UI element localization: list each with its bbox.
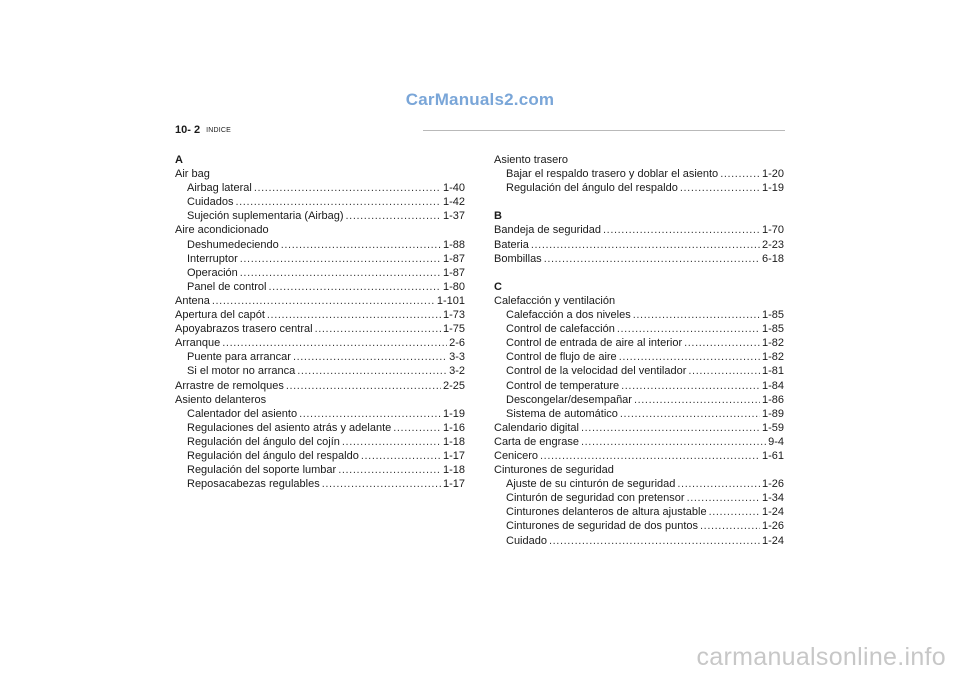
entry-page: 1-73 <box>442 309 465 322</box>
entry-label: Bandeja de seguridad <box>494 224 602 237</box>
index-entry <box>175 181 465 195</box>
watermark-bottom[interactable]: carmanualsonline.info <box>696 643 946 671</box>
dot-leader <box>254 181 441 195</box>
page-number: 10- 2 <box>175 124 201 136</box>
index-heading: Asiento trasero <box>494 154 568 166</box>
index-entry <box>494 477 784 491</box>
entry-label: Apoyabrazos trasero central <box>175 323 313 336</box>
index-entry <box>494 252 784 266</box>
index-entry <box>494 181 784 195</box>
dot-leader <box>338 463 441 477</box>
dot-leader <box>634 393 760 407</box>
entry-label: Bombillas <box>494 252 542 265</box>
dot-leader <box>687 491 760 505</box>
dot-leader <box>544 252 760 266</box>
entry-page: 1-75 <box>442 323 465 336</box>
entry-page: 1-88 <box>442 238 465 251</box>
dot-leader <box>269 280 441 294</box>
dot-leader <box>222 336 447 350</box>
entry-label: Regulación del ángulo del respaldo <box>506 182 678 195</box>
entry-page: 1-16 <box>442 421 465 434</box>
index-entry <box>175 364 465 378</box>
entry-page: 9-4 <box>768 435 784 448</box>
dot-leader <box>212 294 435 308</box>
index-entry <box>494 519 784 533</box>
index-entry <box>494 435 784 449</box>
dot-leader <box>293 350 447 364</box>
dot-leader <box>342 435 441 449</box>
entry-label: Control de flujo de aire <box>506 351 617 364</box>
index-entry <box>175 195 465 209</box>
entry-page: 1-26 <box>761 478 784 491</box>
entry-label: Deshumedeciendo <box>187 238 279 251</box>
entry-label: Cinturón de seguridad con pretensor <box>506 492 685 505</box>
entry-page: 3-3 <box>449 351 465 364</box>
entry-page: 1-40 <box>442 182 465 195</box>
entry-page: 1-20 <box>761 168 784 181</box>
index-entry <box>494 336 784 350</box>
index-entry <box>494 379 784 393</box>
entry-label: Regulación del ángulo del cojín <box>187 435 340 448</box>
entry-page: 1-24 <box>761 506 784 519</box>
entry-label: Arrastre de remolques <box>175 379 284 392</box>
entry-page: 1-26 <box>761 520 784 533</box>
index-entry <box>175 308 465 322</box>
dot-leader <box>709 505 760 519</box>
index-letter: B <box>494 210 502 223</box>
index-entry <box>494 350 784 364</box>
entry-label: Apertura del capót <box>175 309 265 322</box>
dot-leader <box>281 238 441 252</box>
entry-page: 1-80 <box>442 280 465 293</box>
entry-label: Interruptor <box>187 252 238 265</box>
index-letter: A <box>175 154 183 166</box>
entry-page: 1-42 <box>442 196 465 209</box>
index-entry <box>175 238 465 252</box>
dot-leader <box>240 252 441 266</box>
entry-label: Control de la velocidad del ventilador <box>506 365 687 378</box>
index-letter: C <box>494 280 502 293</box>
dot-leader <box>700 519 760 533</box>
page-header <box>175 123 785 137</box>
entry-page: 1-82 <box>761 351 784 364</box>
entry-label: Control de temperature <box>506 379 620 392</box>
index-entry <box>175 435 465 449</box>
entry-label: Bateria <box>494 238 529 251</box>
entry-label: Cinturones de seguridad de dos puntos <box>506 520 699 533</box>
index-heading: Calefacción y ventilación <box>494 294 616 307</box>
dot-leader <box>235 195 440 209</box>
index-heading: Aire acondicionado <box>175 224 269 237</box>
dot-leader <box>540 449 760 463</box>
entry-page: 1-34 <box>761 492 784 505</box>
entry-label: Antena <box>175 294 210 307</box>
index-entry <box>494 223 784 237</box>
entry-page: 1-70 <box>761 224 784 237</box>
index-entry <box>175 280 465 294</box>
entry-label: Reposacabezas regulables <box>187 478 320 491</box>
dot-leader <box>549 534 760 548</box>
dot-leader <box>603 223 760 237</box>
entry-label: Sistema de automático <box>506 407 618 420</box>
dot-leader <box>680 181 760 195</box>
entry-label: Calefacción a dos niveles <box>506 309 631 322</box>
entry-page: 1-87 <box>442 266 465 279</box>
index-column-right <box>494 153 784 548</box>
index-entry <box>175 421 465 435</box>
dot-leader <box>531 238 760 252</box>
entry-page: 2-6 <box>449 337 465 350</box>
index-entry <box>175 266 465 280</box>
entry-page: 1-17 <box>442 449 465 462</box>
dot-leader <box>633 308 760 322</box>
dot-leader <box>677 477 760 491</box>
index-heading: Cinturones de seguridad <box>494 464 614 477</box>
index-heading: Air bag <box>175 168 210 181</box>
entry-page: 6-18 <box>761 252 784 265</box>
watermark-top[interactable]: CarManuals2.com <box>405 90 555 109</box>
index-entry <box>494 167 784 181</box>
entry-page: 1-81 <box>761 365 784 378</box>
entry-label: Regulación del soporte lumbar <box>187 464 337 477</box>
entry-label: Regulaciones del asiento atrás y adelante <box>187 421 392 434</box>
entry-label: Arranque <box>175 337 221 350</box>
entry-label: Puente para arrancar <box>187 351 291 364</box>
index-entry <box>175 209 465 223</box>
index-entry <box>494 407 784 421</box>
entry-label: Cenicero <box>494 449 539 462</box>
index-entry <box>175 252 465 266</box>
dot-leader <box>720 167 760 181</box>
index-entry <box>494 491 784 505</box>
entry-page: 3-2 <box>449 365 465 378</box>
index-entry <box>494 449 784 463</box>
entry-page: 1-82 <box>761 337 784 350</box>
entry-label: Regulación del ángulo del respaldo <box>187 449 359 462</box>
entry-label: Sujeción suplementaria (Airbag) <box>187 210 344 223</box>
dot-leader <box>393 421 441 435</box>
entry-page: 1-84 <box>761 379 784 392</box>
spacer <box>494 195 784 209</box>
index-entry <box>175 379 465 393</box>
index-entry <box>175 322 465 336</box>
dot-leader <box>620 407 760 421</box>
index-entry <box>175 463 465 477</box>
dot-leader <box>297 364 447 378</box>
dot-leader <box>581 435 766 449</box>
dot-leader <box>361 449 441 463</box>
dot-leader <box>286 379 441 393</box>
entry-page: 1-24 <box>761 534 784 547</box>
dot-leader <box>315 322 441 336</box>
entry-page: 1-18 <box>442 435 465 448</box>
entry-label: Calendario digital <box>494 421 579 434</box>
entry-page: 1-86 <box>761 393 784 406</box>
dot-leader <box>267 308 441 322</box>
entry-page: 1-89 <box>761 407 784 420</box>
entry-page: 1-87 <box>442 252 465 265</box>
index-entry <box>175 407 465 421</box>
entry-page: 1-37 <box>442 210 465 223</box>
index-entry <box>494 534 784 548</box>
dot-leader <box>299 407 441 421</box>
entry-page: 2-23 <box>761 238 784 251</box>
entry-page: 1-59 <box>761 421 784 434</box>
entry-label: Cinturones delanteros de altura ajustable <box>506 506 707 519</box>
index-entry <box>494 308 784 322</box>
dot-leader <box>581 421 760 435</box>
entry-label: Panel de control <box>187 280 267 293</box>
index-entry <box>175 449 465 463</box>
header-rule <box>423 130 785 131</box>
entry-page: 1-85 <box>761 323 784 336</box>
entry-page: 1-19 <box>442 407 465 420</box>
entry-label: Cuidado <box>506 534 547 547</box>
index-entry <box>494 238 784 252</box>
dot-leader <box>619 350 760 364</box>
dot-leader <box>346 209 441 223</box>
entry-page: 1-17 <box>442 478 465 491</box>
entry-page: 1-61 <box>761 449 784 462</box>
dot-leader <box>621 379 760 393</box>
entry-page: 1-101 <box>436 294 465 307</box>
index-entry <box>494 364 784 378</box>
entry-label: Si el motor no arranca <box>187 365 296 378</box>
index-entry <box>175 294 465 308</box>
index-entry <box>175 336 465 350</box>
dot-leader <box>688 364 760 378</box>
entry-page: 1-85 <box>761 309 784 322</box>
entry-label: Bajar el respaldo trasero y doblar el asiento <box>506 168 719 181</box>
dot-leader <box>240 266 441 280</box>
entry-label: Airbag lateral <box>187 182 252 195</box>
entry-label: Cuidados <box>187 196 234 209</box>
entry-label: Control de calefacción <box>506 323 615 336</box>
entry-page: 1-19 <box>761 182 784 195</box>
index-entry <box>494 505 784 519</box>
entry-label: Carta de engrase <box>494 435 579 448</box>
entry-label: Control de entrada de aire al interior <box>506 337 683 350</box>
index-entry <box>494 393 784 407</box>
index-entry <box>494 322 784 336</box>
section-label: INDICE <box>206 126 232 134</box>
index-column-left <box>175 153 465 491</box>
index-entry <box>175 477 465 491</box>
entry-label: Ajuste de su cinturón de seguridad <box>506 478 676 491</box>
entry-label: Descongelar/desempañar <box>506 393 632 406</box>
index-entry <box>494 421 784 435</box>
dot-leader <box>617 322 760 336</box>
entry-label: Calentador del asiento <box>187 407 298 420</box>
dot-leader <box>684 336 760 350</box>
entry-label: Operación <box>187 266 238 279</box>
index-heading: Asiento delanteros <box>175 393 267 406</box>
entry-page: 1-18 <box>442 464 465 477</box>
index-entry <box>175 350 465 364</box>
dot-leader <box>322 477 441 491</box>
spacer <box>494 266 784 280</box>
entry-page: 2-25 <box>442 379 465 392</box>
